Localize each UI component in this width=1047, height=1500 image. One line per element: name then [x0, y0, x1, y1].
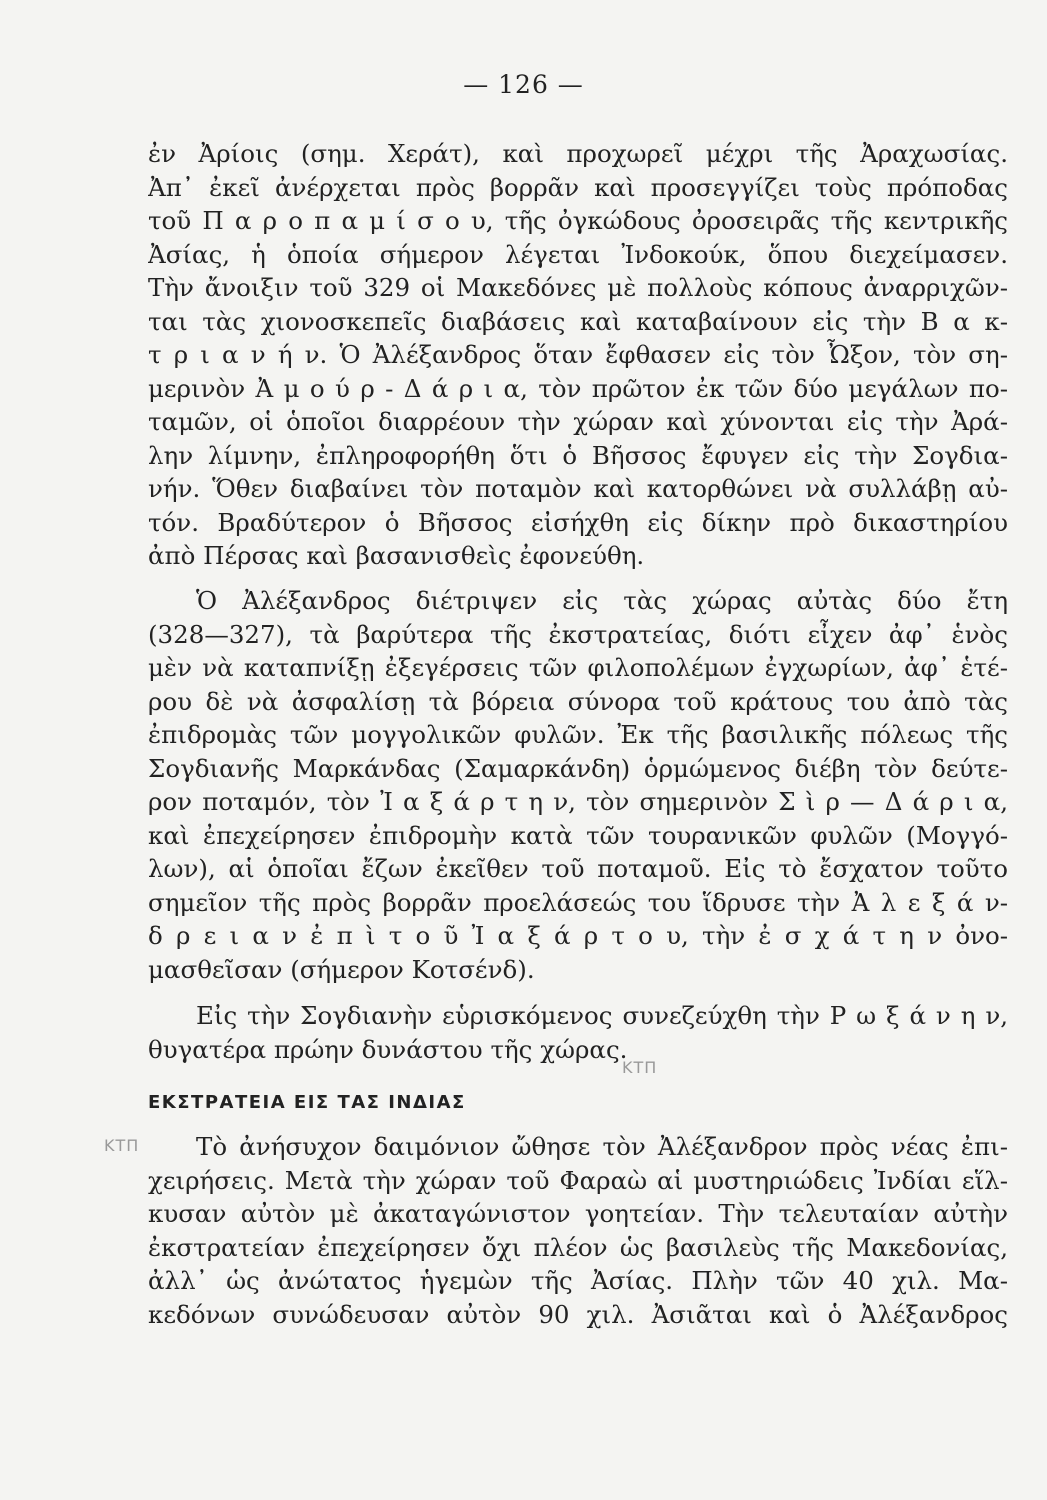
text-line: τοῦ Π α ρ ο π α μ ί σ ο υ, τῆς ὀγκώδους ὀροσειρᾶς τῆς κεντρικῆς	[148, 206, 1008, 235]
text-line: Τὸ ἀνήσυχον δαιμόνιον ὤθησε τὸν Ἀλέξανδρον πρὸς νέας ἐπι-	[196, 1132, 1008, 1161]
text-line: κεδόνων συνώδευσαν αὐτὸν 90 χιλ. Ἀσιᾶται καὶ ὁ Ἀλέξανδρος	[148, 1299, 1008, 1329]
text-line: δ ρ ε ι α ν ἐ π ὶ τ ο ῦ Ἰ α ξ ά ρ τ ο υ, τὴν ἐ σ χ ά τ η ν ὀνο-	[148, 921, 1008, 950]
paragraph-2	[148, 584, 1008, 986]
text-line: ἀλλ᾽ ὡς ἀνώτατος ἡγεμὼν τῆς Ἀσίας. Πλὴν τῶν 40 χιλ. Μα-	[148, 1266, 1008, 1295]
text-line: τ ρ ι α ν ή ν. Ὁ Ἀλέξανδρος ὅταν ἔφθασεν εἰς τὸν Ὦξον, τὸν ση-	[148, 340, 1008, 369]
text-line: μὲν νὰ καταπνίξῃ ἐξεγέρσεις τῶν φιλοπολέμων ἐγχωρίων, ἀφ᾽ ἑτέ-	[148, 653, 1008, 682]
margin-annotation: ΚΤΠ	[104, 1136, 140, 1155]
text-line: ταμῶν, οἱ ὁποῖοι διαρρέουν τὴν χώραν καὶ χύνονται εἰς τὴν Ἀρά-	[148, 407, 1008, 436]
text-line: χειρήσεις. Μετὰ τὴν χώραν τοῦ Φαραὼ αἱ μυστηριώδεις Ἰνδίαι εἵλ-	[148, 1165, 1008, 1195]
text-line: ρον ποταμόν, τὸν Ἰ α ξ ά ρ τ η ν, τὸν σημερινὸν Σ ὶ ρ — Δ ά ρ ι α,	[148, 787, 1008, 816]
text-line: Ἀπ᾽ ἐκεῖ ἀνέρχεται πρὸς βορρᾶν καὶ προσεγγίζει τοὺς πρόποδας	[148, 172, 1008, 202]
text-line: μασθεῖσαν (σήμερον Κοτσένδ).	[148, 954, 535, 984]
text-line: καὶ ἐπεχείρησεν ἐπιδρομὴν κατὰ τῶν τουρανικῶν φυλῶν (Μογγό-	[148, 820, 1008, 850]
text-line: Ἀσίας, ἡ ὁποία σήμερον λέγεται Ἰνδοκούκ, ὅπου διεχείμασεν.	[148, 239, 1008, 269]
text-line: Ὁ Ἀλέξανδρος διέτριψεν εἰς τὰς χώρας αὐτὰς δύο ἔτη	[196, 586, 1008, 615]
text-line: ρου δὲ νὰ ἀσφαλίσῃ τὰ βόρεια σύνορα τοῦ κράτους του ἀπὸ τὰς	[148, 686, 1008, 716]
section-heading: ΕΚΣΤΡΑΤΕΙΑ ΕΙΣ ΤΑΣ ΙΝΔΙΑΣ	[148, 1092, 466, 1113]
text-line: θυγατέρα πρώην δυνάστου τῆς χώρας.	[148, 1034, 628, 1064]
text-line: λων), αἱ ὁποῖαι ἔζων ἐκεῖθεν τοῦ ποταμοῦ. Εἰς τὸ ἔσχατον τοῦτο	[148, 854, 1008, 883]
text-line: μερινὸν Ἀ μ ο ύ ρ - Δ ά ρ ι α, τὸν πρῶτον ἐκ τῶν δύο μεγάλων πο-	[148, 373, 1008, 403]
text-line: τόν. Βραδύτερον ὁ Βῆσσος εἰσήχθη εἰς δίκην πρὸ δικαστηρίου	[148, 507, 1008, 537]
text-line: νήν. Ὅθεν διαβαίνει τὸν ποταμὸν καὶ κατορθώνει νὰ συλλάβῃ αὐ-	[148, 474, 1008, 503]
text-line: ἀπὸ Πέρσας καὶ βασανισθεὶς ἐφονεύθη.	[148, 541, 645, 570]
text-line: ἐκστρατείαν ἐπεχείρησεν ὄχι πλέον ὡς βασιλεὺς τῆς Μακεδονίας,	[148, 1232, 1008, 1262]
text-line: ἐν Ἀρίοις (σημ. Χεράτ), καὶ προχωρεῖ μέχρι τῆς Ἀραχωσίας.	[148, 139, 1008, 168]
paragraph-1	[148, 137, 1008, 573]
text-line: Σογδιανῆς Μαρκάνδας (Σαμαρκάνδη) ὁρμώμενος διέβη τὸν δεύτε-	[148, 753, 1008, 783]
text-line: Εἰς τὴν Σογδιανὴν εὑρισκόμενος συνεζεύχθη τὴν Ρ ω ξ ά ν η ν,	[196, 1001, 1008, 1030]
text-line: ἐπιδρομὰς τῶν μογγολικῶν φυλῶν. Ἐκ τῆς βασιλικῆς πόλεως τῆς	[148, 720, 1008, 749]
text-line: (328—327), τὰ βαρύτερα τῆς ἐκστρατείας, διότι εἶχεν ἀφ᾽ ἑνὸς	[148, 619, 1008, 649]
text-line: σημεῖον τῆς πρὸς βορρᾶν προελάσεώς του ἵδρυσε τὴν Ἀ λ ε ξ ά ν-	[148, 887, 1008, 917]
paragraph-3	[148, 999, 1008, 1066]
margin-annotation: ΚΤΠ	[622, 1058, 658, 1077]
text-line: κυσαν αὐτὸν μὲ ἀκαταγώνιστον γοητείαν. Τὴν τελευταίαν αὐτὴν	[148, 1199, 1008, 1228]
text-line: λην λίμνην, ἐπληροφορήθη ὅτι ὁ Βῆσσος ἔφυγεν εἰς τὴν Σογδια-	[148, 440, 1008, 470]
text-line: ται τὰς χιονοσκεπεῖς διαβάσεις καὶ καταβαίνουν εἰς τὴν Β α κ-	[148, 306, 1008, 336]
page-number: — 126 —	[463, 70, 584, 99]
text-line: Τὴν ἄνοιξιν τοῦ 329 οἱ Μακεδόνες μὲ πολλοὺς κόπους ἀναρριχῶν-	[148, 273, 1008, 302]
paragraph-4	[148, 1130, 1008, 1331]
